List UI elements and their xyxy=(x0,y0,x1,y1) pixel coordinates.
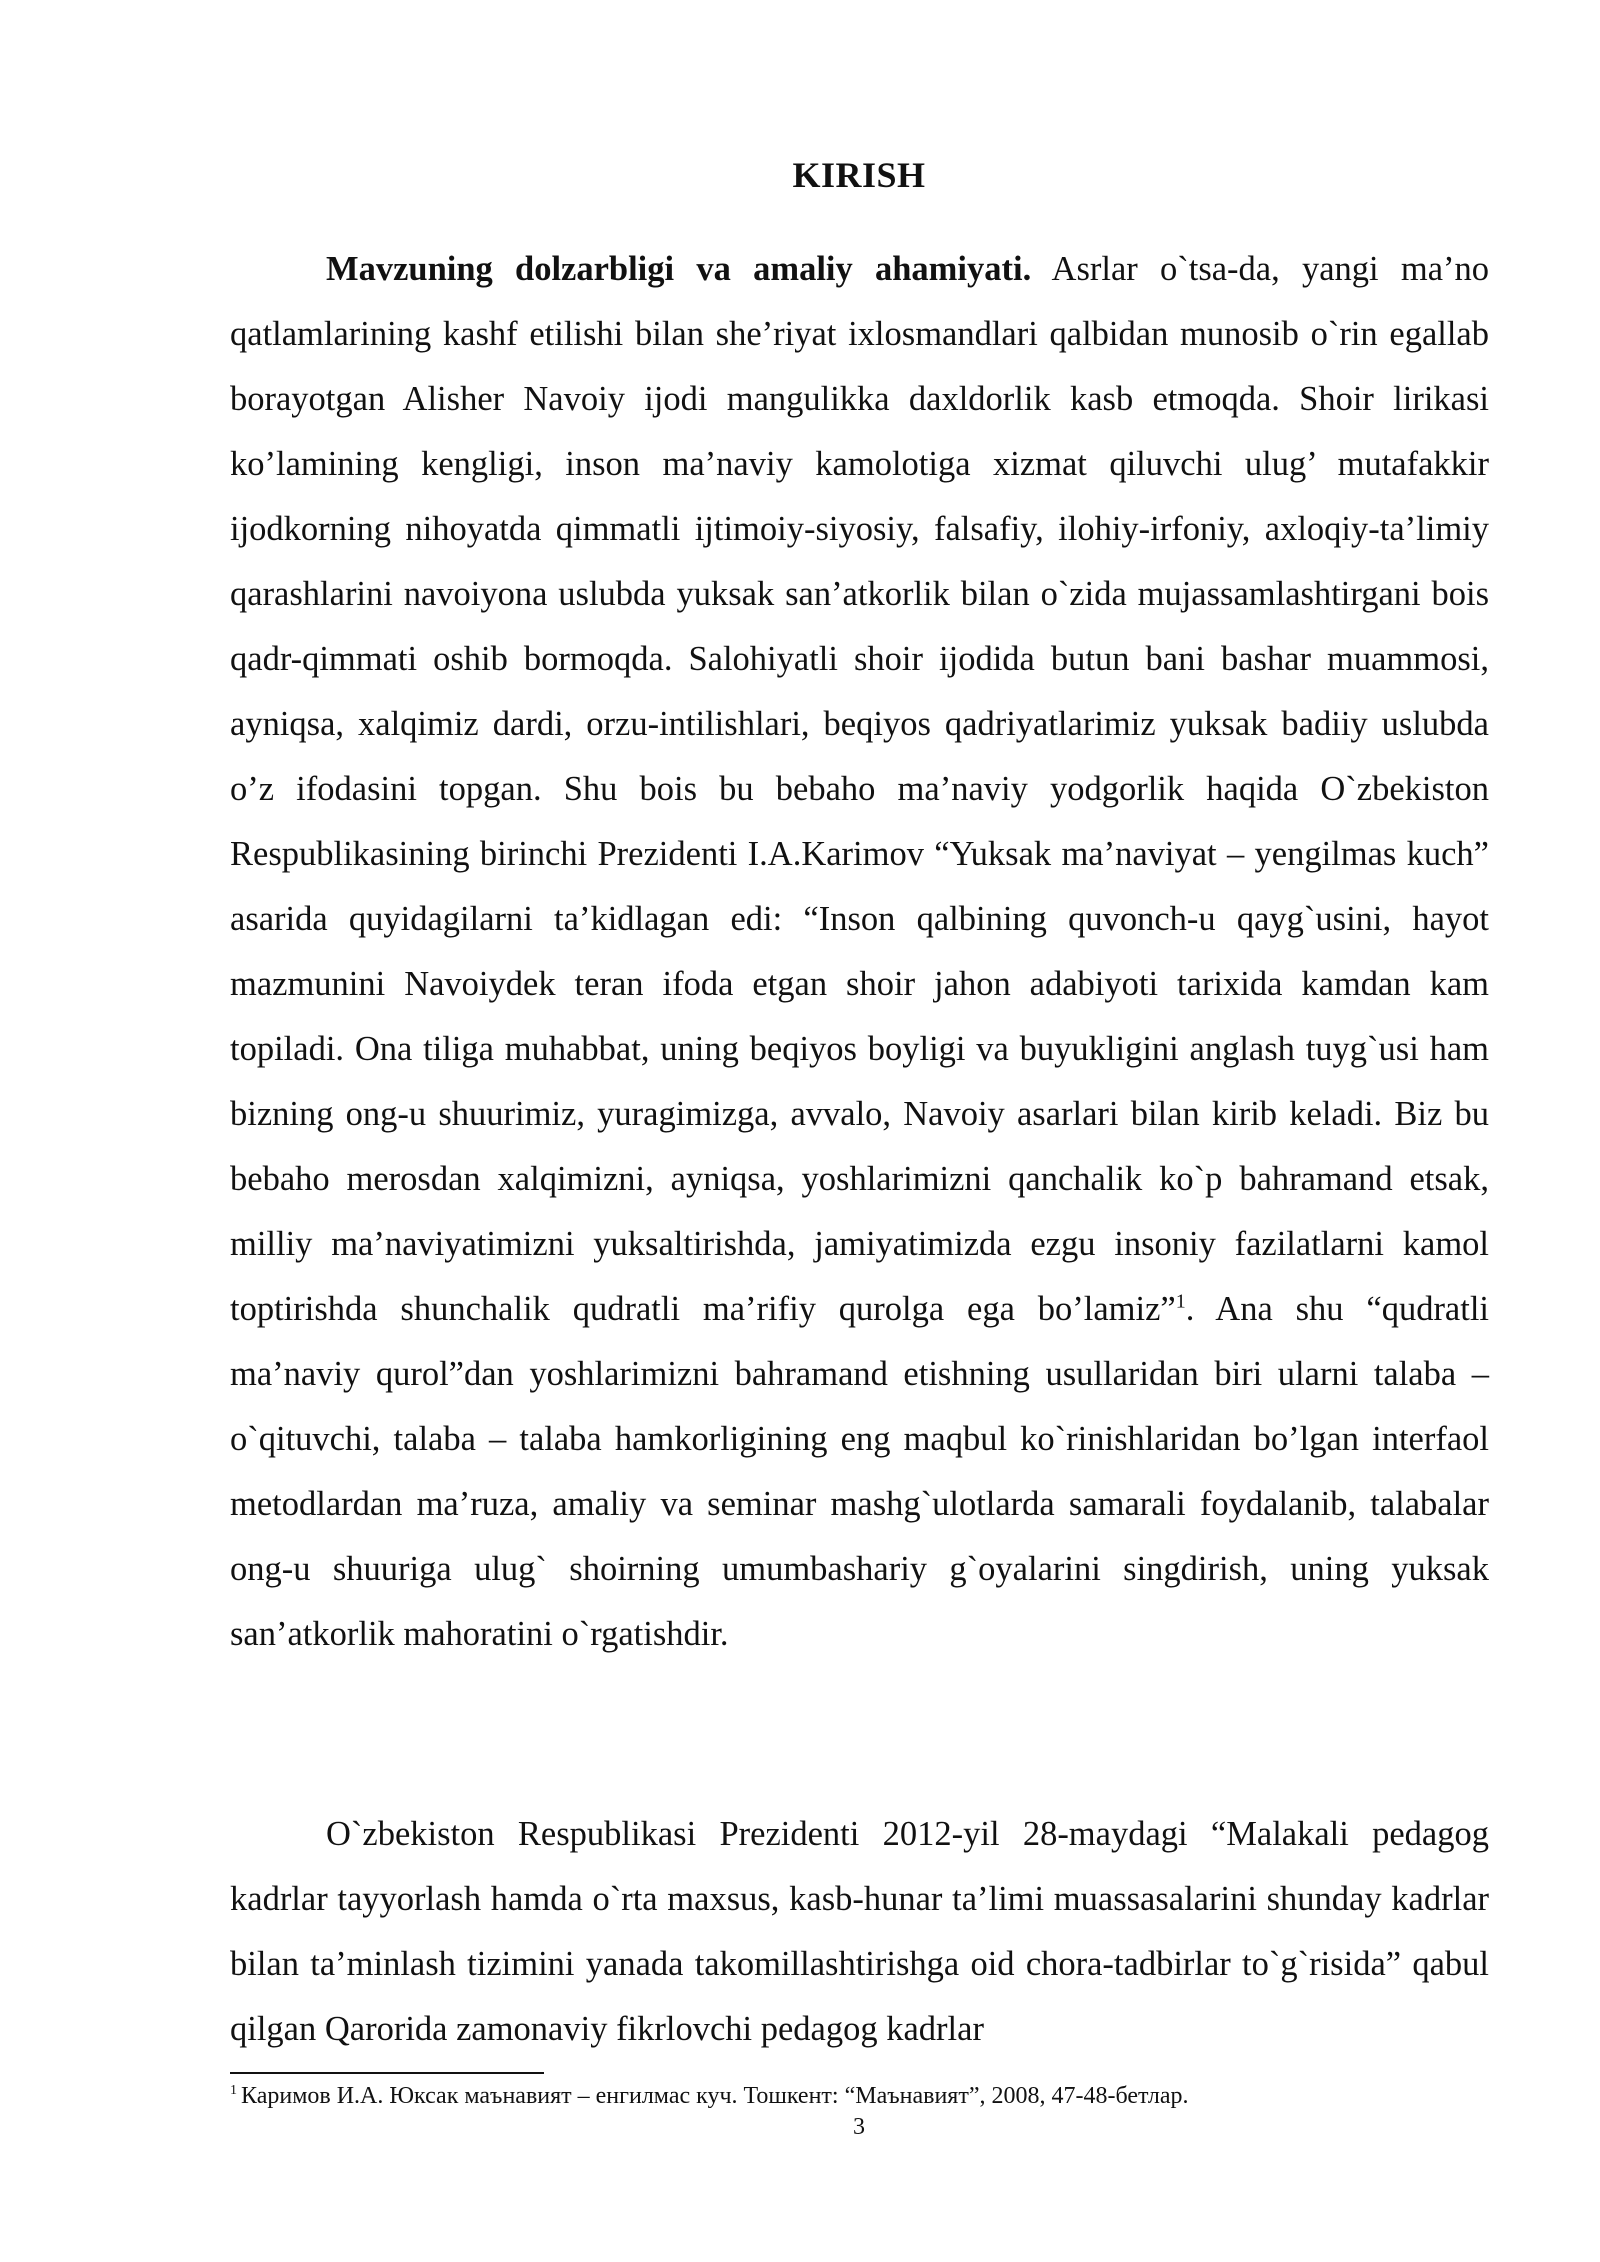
footnote-text: Каримов И.А. Юксак маънавият – енгилмас куч. Тошкент: “Маънавият”, 2008, 47-48-бетлар. xyxy=(241,2083,1189,2109)
paragraph-2-text: O`zbekiston Respublikasi Prezidenti 2012-yil 28-maydagi “Malakali pedagog kadrlar tayyorlash hamda o`rta maxsus, kasb-hunar ta’limi muassasalarini shunday kadrlar bilan ta’minlash tizimini yanada takomillashtirishga oid chora-tadbirlar to`g`risida” qabul qilgan Qarorida zamonaviy fikrlovchi pedagog kadrlar xyxy=(230,1815,1489,2048)
paragraph-1 xyxy=(230,237,1489,1667)
footnote-separator xyxy=(230,2072,544,2074)
page-heading: KIRISH xyxy=(792,155,926,195)
footnote-number: 1 xyxy=(230,2083,237,2098)
footnote xyxy=(230,2081,1489,2111)
paragraph-1-body-continued: . Ana shu “qudratli ma’naviy qurol”dan yoshlarimizni bahramand etishning usullaridan biri ularni talaba – o`qituvchi, talaba – talaba hamkorligining eng maqbul ko`rinishlaridan bo’lgan interfaol metodlardan ma’ruza, amaliy va seminar mashg`ulotlarda samarali foydalanib, talabalar ong-u shuuriga ulug` shoirning umumbashariy g`oyalarini singdirish, uning yuksak san’atkorlik mahoratini o`rgatishdir. xyxy=(230,1290,1490,1653)
paragraph-1-body: Asrlar o`tsa-da, yangi ma’no qatlamlarining kashf etilishi bilan she’riyat ixlosmandlari qalbidan munosib o`rin egallab borayotgan Alisher Navoiy ijodi mangulikka daxldorlik kasb etmoqda. Shoir lirikasi ko’lamining kengligi, inson ma’naviy kamolotiga xizmat qiluvchi ulug’ mutafakkir ijodkorning nihoyatda qimmatli ijtimoiy-siyosiy, falsafiy, ilohiy-irfoniy, axloqiy-ta’limiy qarashlarini navoiyona uslubda yuksak san’atkorlik bilan o`zida mujassamlashtirgani bois qadr-qimmati oshib bormoqda. Salohiyatli shoir ijodida butun bani bashar muammosi, ayniqsa, xalqimiz dardi, orzu-intilishlari, beqiyos qadriyatlarimiz yuksak badiiy uslubda o’z ifodasini topgan. Shu bois bu bebaho ma’naviy yodgorlik haqida O`zbekiston Respublikasining birinchi Prezidenti I.A.Karimov “Yuksak ma’naviyat – yengilmas kuch” asarida quyidagilarni ta’kidlagan edi: “Inson qalbining quvonch-u qayg`usini, hayot mazmunini Navoiydek teran ifoda etgan shoir jahon adabiyoti tarixida kamdan kam topiladi. Ona tiliga muhabbat, uning beqiyos boyligi va buyukligini anglash tuyg`usi ham bizning ong-u shuurimiz, yuragimizga, avvalo, Navoiy asarlari bilan kirib keladi. Biz bu bebaho merosdan xalqimizni, ayniqsa, yoshlarimizni qanchalik ko`p bahramand etsak, milliy ma’naviyatimizni yuksaltirishda, jamiyatimizda ezgu insoniy fazilatlarni kamol toptirishda shunchalik qudratli ma’rifiy qurolga ega bo’lamiz” xyxy=(230,250,1490,1328)
footnote-reference[interactable]: 1 xyxy=(1175,1290,1186,1313)
paragraph-2 xyxy=(230,1802,1489,2062)
page-number: 3 xyxy=(853,2114,865,2140)
paragraph-1-text xyxy=(230,237,1489,1667)
paragraph-1-lead: Mavzuning dolzarbligi va amaliy ahamiyati. xyxy=(326,250,1032,288)
